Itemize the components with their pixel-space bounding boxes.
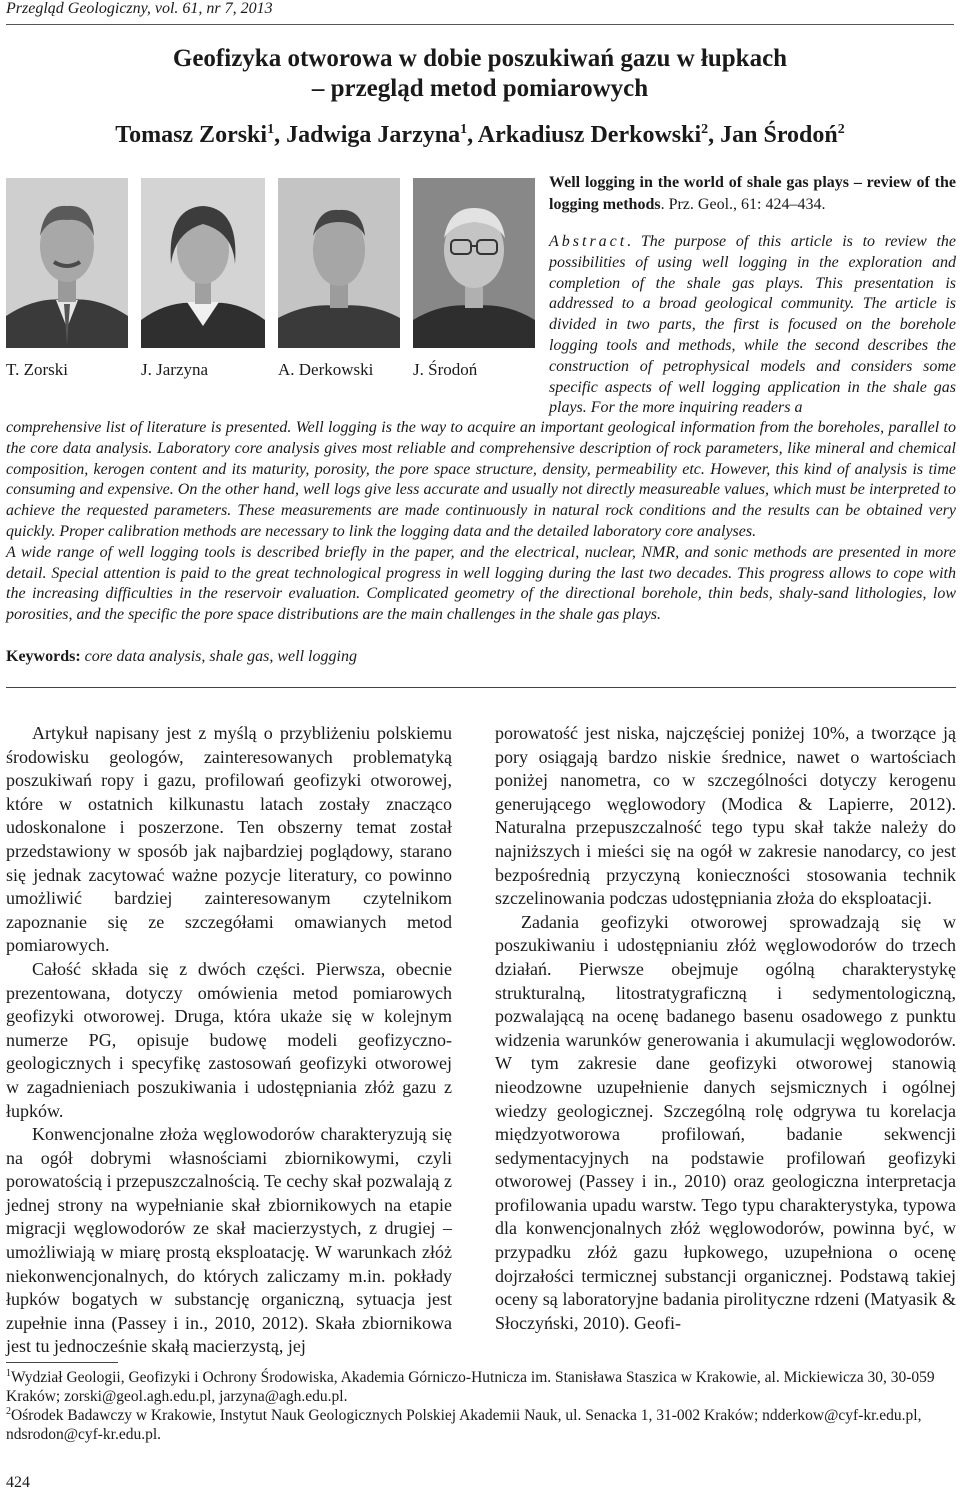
photo-caption: J. Środoń: [413, 360, 478, 379]
body-paragraph: Artykuł napisany jest z myślą o przybliżeniu polskiemu środowisku geologów, zainteresowanych problematyką poszukiwań ropy i gazu, profilowań geofizyki otworowej, które w ostatnich kilkunastu latach zostały znacząco udoskonalone i poszerzone. Ten obszerny temat został przedstawiony w sposób jak najbardziej poglądowy, starano się jednak zacytować ważne pozycje literatury, co powinno umożliwić bardziej zainteresowanym czytelnikom zapoznanie się ze szczegółami omawianych metod pomiarowych.: [6, 723, 452, 956]
photo-caption: A. Derkowski: [278, 360, 374, 379]
footnote: [6, 1368, 956, 1406]
footnote-text: Ośrodek Badawczy w Krakowie, Instytut Nauk Geologicznych Polskiej Akademii Nauk, ul. Senacka 1, 31-002 Kraków; ndderkow@cyf-kr.edu.pl, ndsrodon@cyf-kr.edu.pl.: [6, 1407, 922, 1443]
author-list: [0, 122, 960, 149]
footnotes: [6, 1368, 956, 1444]
author-name: Jadwiga Jarzyna: [286, 122, 461, 148]
author-photo-srodon: [413, 178, 535, 348]
abstract-paragraph: comprehensive list of literature is presented. Well logging is the way to acquire an important geological information from the boreholes, parallel to the core data analysis. Laboratory core analysis gives most reliable and comprehensive description of rock parameters, like mineral and chemical composition, kerogen content and its maturity, porosity, the pore space structure, density, permeability etc. However, this kind of analysis is time consuming and expensive. On the other hand, well logs give less accurate and usually not directly measureable values, which must be interpreted to achieve the requested parameters. These measurements are made continuously in natural rock conditions and the results can be obtained very quickly. Proper calibration methods are necessary to link the logging data and the detailed laboratory core analyses.: [6, 419, 956, 540]
author-name: Tomasz Zorski: [115, 122, 268, 148]
footnote-mark: 1: [6, 1367, 11, 1379]
body-paragraph: Konwencjonalne złoża węglowodorów charakteryzują się na ogół dobrymi własnościami zbiornikowymi, czyli porowatością i przepuszczalnością. Te cechy skał pozwalają z jednej strony na wypełnianie skał zbiornikowych na etapie migracji węglowodorów ze skał macierzystych, z drugiej – umożliwiają w miarę prostą eksploatację. W warunkach złóż niekonwencjonalnych, do których zaliczamy m.in. pokłady łupków bogatych w substancję organiczną, sytuacja jest zupełnie inna (Passey i in., 2010, 2012). Skała zbiornikowa jest tu jednocześnie skałą macierzystą, jej: [6, 1124, 452, 1357]
abstract-full: [6, 418, 956, 626]
english-title-text: Well logging in the world of shale gas plays – review of the logging methods: [549, 174, 956, 213]
photo-caption: J. Jarzyna: [141, 360, 209, 379]
english-title: [549, 172, 956, 216]
keywords-label: Keywords:: [6, 648, 81, 665]
author-affiliation: 2: [701, 122, 709, 137]
abstract-label: Abstract: [549, 233, 628, 250]
author-affiliation: 1: [460, 122, 468, 137]
author-photo-zorski: [6, 178, 128, 348]
journal-header: Przegląd Geologiczny, vol. 61, nr 7, 2013: [6, 0, 273, 17]
page-number: 424: [6, 1474, 30, 1491]
author-separator: ,: [274, 122, 287, 148]
section-rule: [6, 687, 956, 688]
footnote-mark: 2: [6, 1405, 11, 1417]
header-rule: [6, 24, 954, 25]
abstract-paragraph: A wide range of well logging tools is described briefly in the paper, and the electrical, nuclear, NMR, and sonic methods are presented in more detail. Special attention is paid to the great technological progress in well logging during the last two decades. This progress allows to cope with the increasing difficulties in the reservoir evaluation. Complicated geometry of the directional borehole, thin beds, shaly-sand lithologies, low porosities, and the specific the pore space distributions are the main challenges in the shale gas plays.: [6, 543, 956, 624]
footnote-text: Wydział Geologii, Geofizyki i Ochrony Środowiska, Akademia Górniczo-Hutnicza im. Stanisława Staszica w Krakowie, al. Mickiewicza 30, 30-059 Kraków; zorski@geol.agh.edu.pl, jarzyna@agh.edu.pl.: [6, 1369, 935, 1405]
body-left-column: [6, 722, 452, 1359]
photo-caption: T. Zorski: [6, 360, 69, 379]
body-paragraph: porowatość jest niska, najczęściej poniżej 10%, a tworzące ją pory osiągają bardzo niskie średnice, nawet o wartościach poniżej nanometra, co w szczególności dotyczy kerogenu generującego węglowodory (Modica & Lapierre, 2012). Naturalna przepuszczalność tego typu skał także należy do najniższych i mieści się na ogół w zakresie nanodarcy, co jest bezpośrednią przyczyną konieczności stosowania technik szczelinowania podczas udostępniania złoża do eksploatacji.: [495, 723, 956, 909]
footnote: [6, 1406, 956, 1444]
body-paragraph: Zadania geofizyki otworowej sprowadzają się w poszukiwaniu i udostępnianiu złóż węglowodorów do trzech działań. Pierwsze obejmuje ogólną charakterystykę strukturalną, litostratygraficzną i sedymentologiczną, pozwalającą na ocenę badanego basenu osadowego z punktu widzenia warunków generowania i akumulacji węglowodorów. W tym zakresie dane geofizyki otworowej stanowią nieodzowne uzupełnienie danych sejsmicznych i ogólnej wiedzy geologicznej. Szczególną rolę odgrywa tu korelacja międzyotworowa profilowań, badanie sekwencji sedymentacyjnych na podstawie profilowań geofizyki otworowej (Passey i in., 2010) oraz geologiczna interpretacja profilowania upadu warstw. Tego typu charakterystyka, typowa dla konwencjonalnych złóż węglowodorów, powinna być, w przypadku złóż gazu łupkowego, uzupełniona o ocenę dojrzałości termicznej substancji organicznej. Podstawą takiej oceny są laboratoryjne badania pirolityczne rdzeni (Matyasik & Słoczyński, 2010). Geofi-: [495, 911, 956, 1333]
citation: . Prz. Geol., 61: 424–434.: [660, 196, 826, 213]
author-affiliation: 2: [837, 122, 845, 137]
footnote-rule: [6, 1362, 118, 1363]
article-title-line-1: Geofizyka otworowa w dobie poszukiwań gazu w łupkach: [172, 45, 788, 72]
author-name: Jan Środoń: [720, 122, 838, 148]
author-separator: ,: [708, 122, 721, 148]
article-title-line-2: – przegląd metod pomiarowych: [311, 75, 649, 102]
author-photo-derkowski: [278, 178, 400, 348]
keywords-text: core data analysis, shale gas, well logging: [84, 648, 357, 665]
abstract-side: [549, 232, 956, 419]
body-right-column: [495, 722, 956, 1335]
author-photo-jarzyna: [141, 178, 265, 348]
author-separator: ,: [467, 122, 478, 148]
author-name: Arkadiusz Derkowski: [477, 122, 702, 148]
body-paragraph: Całość składa się z dwóch części. Pierwsza, obecnie prezentowana, dotyczy omówienia metod pomiarowych geofizyki otworowej. Druga, która ukaże się w kolejnym numerze PG, opisuje budowę modeli geofizyczno-geologicznych i specyfikę zastosowań geofizyki otworowej w zagadnieniach poszukiwania i udostępniania złóż gazu z łupków.: [6, 958, 452, 1121]
author-affiliation: 1: [267, 122, 275, 137]
keywords: [6, 648, 357, 666]
abstract-side-text: . The purpose of this article is to review the possibilities of using well logging in the exploration and completion of the shale gas plays. This presentation is addressed to a broad geological community. The article is divided in two parts, the first is focused on the borehole logging tools and methods, while the second describes the construction of petrophysical models and considers some specific aspects of well logging application in the shale gas plays. For the more inquiring readers a: [549, 233, 956, 417]
